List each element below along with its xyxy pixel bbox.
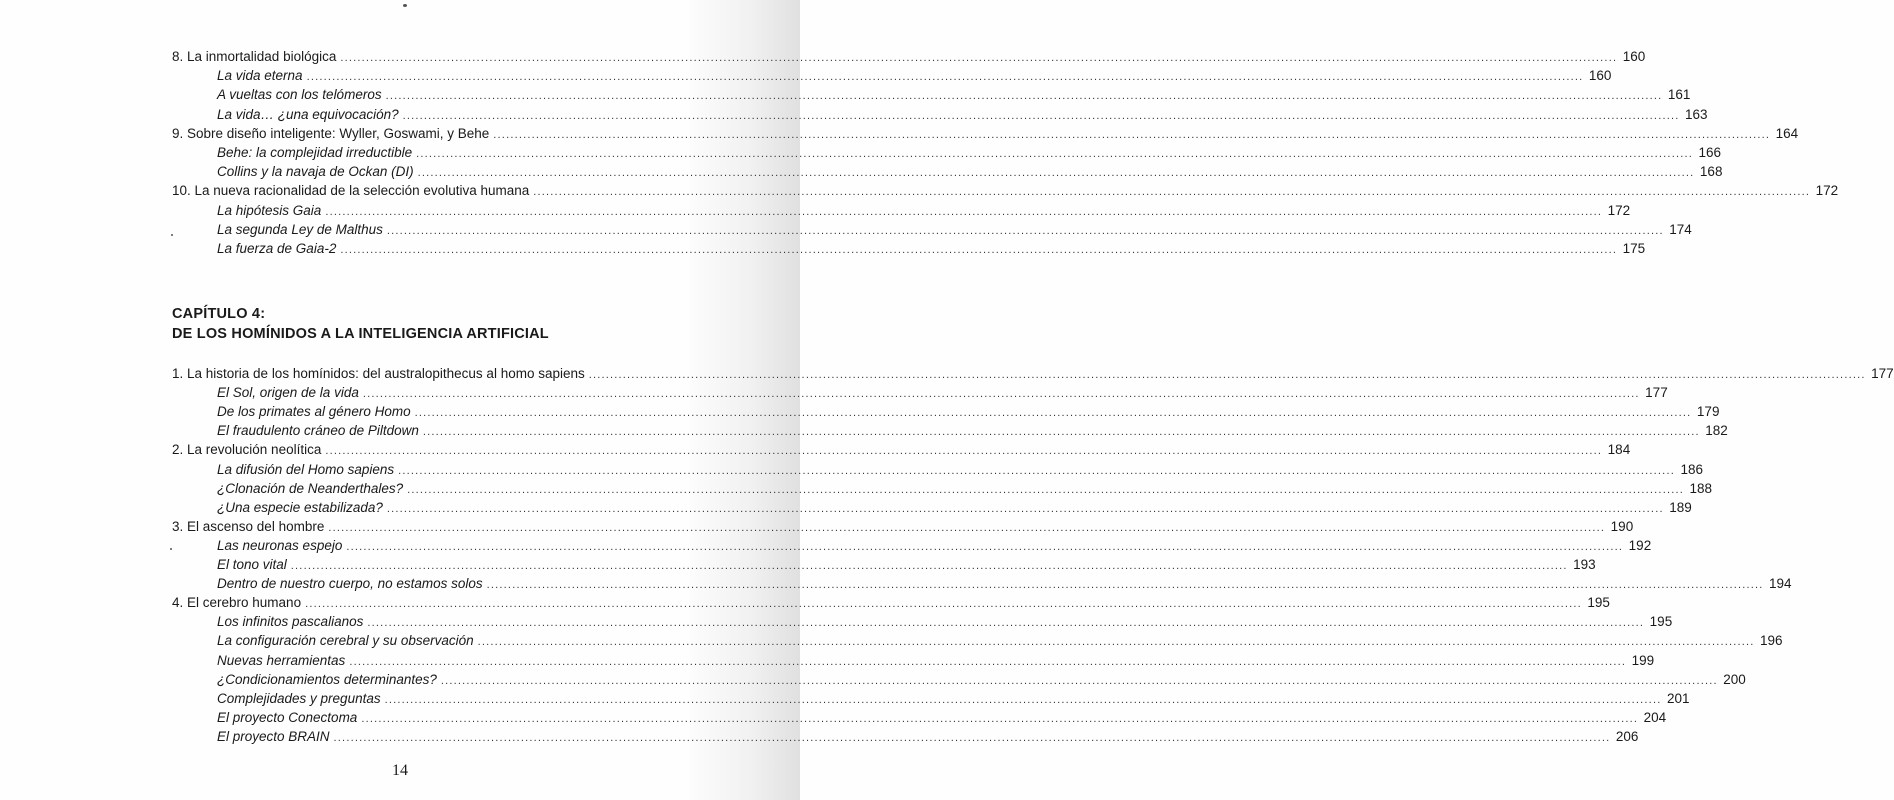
dot-leader: ............................................................................................................................................................................................................................................................................................................: [398, 464, 1675, 477]
toc-entry-title: La vida eterna: [217, 68, 303, 84]
toc-subsection-entry: [217, 68, 1612, 88]
toc-subsection-entry: [217, 202, 1631, 223]
dot-leader: ............................................................................................................................................................................................................................................................................................................: [361, 712, 1639, 725]
dot-leader: ............................................................................................................................................................................................................................................................................................................: [325, 205, 1603, 218]
toc-page-number: 160: [1588, 68, 1612, 84]
dot-leader: ............................................................................................................................................................................................................................................................................................................: [477, 636, 1755, 649]
ink-speck: [171, 234, 173, 236]
toc-entry-title: La hipótesis Gaia: [217, 202, 322, 218]
dot-leader: ............................................................................................................................................................................................................................................................................................................: [588, 369, 1866, 381]
toc-section-entry: [172, 125, 1799, 146]
toc-entry-title: El tono vital: [217, 557, 287, 572]
dot-leader: ............................................................................................................................................................................................................................................................................................................: [349, 655, 1627, 668]
toc-entry-title: ¿Una especie estabilizada?: [217, 499, 383, 515]
toc-entry-title: ¿Clonación de Neanderthales?: [217, 480, 404, 496]
toc-section-entry: [172, 595, 1610, 615]
toc-page-number: 168: [1699, 164, 1723, 180]
toc-subsection-entry: [217, 633, 1783, 653]
chapter-title: DE LOS HOMÍNIDOS A LA INTELIGENCIA ARTIFICIAL: [172, 326, 549, 342]
toc-page-number: 184: [1607, 442, 1631, 458]
toc-subsection-entry: [217, 690, 1690, 711]
toc-section-entry: [172, 518, 1634, 539]
toc-entry-title: La configuración cerebral y su observación: [217, 633, 474, 649]
dot-leader: ............................................................................................................................................................................................................................................................................................................: [367, 617, 1645, 630]
toc-subsection-entry: [217, 614, 1673, 634]
toc-subsection-entry: [217, 671, 1746, 692]
dot-leader: ............................................................................................................................................................................................................................................................................................................: [305, 598, 1582, 611]
toc-subsection-entry: [217, 404, 1720, 424]
toc-subsection-entry: [217, 576, 1792, 596]
toc-page-number: 194: [1768, 576, 1792, 592]
toc-entry-title: 1. La historia de los homínidos: del australopithecus al homo sapiens: [172, 366, 585, 381]
toc-entry-title: 2. La revolución neolítica: [172, 442, 322, 458]
toc-page-number: 196: [1759, 633, 1783, 649]
toc-entry-title: El Sol, origen de la vida: [217, 385, 359, 401]
dot-leader: ............................................................................................................................................................................................................................................................................................................: [486, 579, 1764, 592]
dot-leader: ............................................................................................................................................................................................................................................................................................................: [493, 128, 1771, 141]
toc-section-entry: [172, 366, 1894, 386]
toc-entry-title: 4. El cerebro humano: [172, 595, 302, 611]
toc-page-number: 172: [1815, 183, 1839, 199]
toc-subsection-entry: [217, 652, 1655, 673]
toc-entry-title: ¿Condicionamientos determinantes?: [217, 671, 437, 687]
dot-leader: ............................................................................................................................................................................................................................................................................................................: [533, 186, 1811, 199]
toc-page-number: 177: [1871, 366, 1894, 381]
dot-leader: ............................................................................................................................................................................................................................................................................................................: [440, 674, 1718, 687]
toc-subsection-entry: [217, 537, 1652, 558]
toc-page-number: 204: [1643, 709, 1667, 725]
toc-page-number: 163: [1684, 106, 1708, 122]
toc-subsection-entry: [217, 145, 1721, 165]
dot-leader: ............................................................................................................................................................................................................................................................................................................: [407, 483, 1684, 496]
toc-subsection-entry: [217, 87, 1691, 107]
toc-entry-title: Las neuronas espejo: [217, 537, 343, 553]
dot-leader: ............................................................................................................................................................................................................................................................................................................: [290, 560, 1568, 572]
toc-page-number: 174: [1669, 221, 1692, 237]
ink-speck: [170, 548, 172, 550]
dot-leader: ............................................................................................................................................................................................................................................................................................................: [402, 109, 1680, 122]
toc-page-number: 182: [1705, 423, 1728, 439]
toc-entry-title: La segunda Ley de Malthus: [217, 221, 383, 237]
toc-entry-title: 9. Sobre diseño inteligente: Wyller, Goswami, y Behe: [172, 125, 490, 141]
toc-section-entry: [172, 183, 1839, 203]
toc-entry-title: 3. El ascenso del hombre: [172, 518, 325, 534]
toc-entry-title: Nuevas herramientas: [217, 652, 346, 668]
chapter-number: CAPÍTULO 4:: [172, 306, 266, 322]
dot-leader: ............................................................................................................................................................................................................................................................................................................: [414, 407, 1692, 420]
toc-page-number: 192: [1628, 537, 1652, 553]
toc-subsection-entry: [217, 423, 1728, 443]
toc-page-number: 201: [1666, 690, 1690, 706]
toc-page-number: 164: [1775, 125, 1799, 141]
toc-entry-title: El proyecto BRAIN: [217, 728, 330, 744]
toc-entry-title: Collins y la navaja de Ockan (DI): [217, 164, 414, 180]
dot-leader: ............................................................................................................................................................................................................................................................................................................: [386, 224, 1664, 237]
toc-page-number: 199: [1631, 652, 1655, 668]
dot-leader: ............................................................................................................................................................................................................................................................................................................: [306, 71, 1584, 84]
ink-speck: [403, 4, 407, 7]
toc-entry-title: De los primates al género Homo: [217, 404, 411, 420]
dot-leader: ............................................................................................................................................................................................................................................................................................................: [325, 445, 1603, 458]
toc-page-number: 179: [1696, 404, 1720, 420]
dot-leader: ............................................................................................................................................................................................................................................................................................................: [422, 426, 1700, 439]
dot-leader: ............................................................................................................................................................................................................................................................................................................: [346, 540, 1624, 553]
toc-subsection-entry: [217, 164, 1723, 184]
toc-entry-title: 10. La nueva racionalidad de la selección evolutiva humana: [172, 183, 530, 199]
chapter-heading: [172, 304, 549, 344]
toc-page-number: 195: [1649, 614, 1673, 630]
dot-leader: ............................................................................................................................................................................................................................................................................................................: [416, 148, 1693, 160]
toc-subsection-entry: [217, 557, 1596, 577]
dot-leader: ............................................................................................................................................................................................................................................................................................................: [340, 52, 1618, 64]
toc-subsection-entry: [217, 728, 1639, 749]
toc-page-number: 166: [1698, 145, 1721, 160]
toc-page-number: 206: [1615, 728, 1639, 744]
dot-leader: ............................................................................................................................................................................................................................................................................................................: [386, 502, 1664, 515]
toc-entry-title: El proyecto Conectoma: [217, 709, 358, 725]
dot-leader: ............................................................................................................................................................................................................................................................................................................: [328, 521, 1606, 534]
toc-page-number: 175: [1622, 241, 1646, 256]
dot-leader: ............................................................................................................................................................................................................................................................................................................: [362, 388, 1640, 401]
toc-entry-title: La vida… ¿una equivocación?: [217, 106, 399, 122]
toc-page-number: 193: [1573, 557, 1596, 572]
toc-subsection-entry: [217, 480, 1712, 501]
toc-section-entry: [172, 49, 1646, 69]
toc-subsection-entry: [217, 221, 1692, 242]
dot-leader: ............................................................................................................................................................................................................................................................................................................: [333, 731, 1611, 744]
page-number: 14: [392, 762, 408, 779]
toc-page-number: 172: [1607, 202, 1631, 218]
toc-entry-title: La fuerza de Gaia-2: [217, 241, 337, 256]
toc-entry-title: La difusión del Homo sapiens: [217, 461, 395, 477]
toc-entry-title: 8. La inmortalidad biológica: [172, 49, 337, 64]
toc-entry-title: El fraudulento cráneo de Piltdown: [217, 423, 419, 439]
toc-subsection-entry: [217, 241, 1646, 261]
toc-page-number: 188: [1689, 480, 1712, 496]
toc-entry-title: Dentro de nuestro cuerpo, no estamos solos: [217, 576, 483, 592]
toc-subsection-entry: [217, 461, 1703, 482]
toc-page-number: 189: [1669, 499, 1692, 515]
toc-page-number: 177: [1645, 385, 1668, 401]
toc-subsection-entry: [217, 106, 1708, 127]
toc-subsection-entry: [217, 709, 1667, 730]
toc-section-entry: [172, 442, 1631, 462]
dot-leader: ............................................................................................................................................................................................................................................................................................................: [417, 167, 1695, 180]
toc-subsection-entry: [217, 385, 1668, 405]
toc-entry-title: Complejidades y preguntas: [217, 690, 381, 706]
dot-leader: ............................................................................................................................................................................................................................................................................................................: [340, 244, 1618, 256]
toc-page-number: 190: [1610, 518, 1634, 534]
dot-leader: ............................................................................................................................................................................................................................................................................................................: [384, 693, 1662, 706]
toc-page-number: 186: [1680, 461, 1703, 477]
toc-page-number: 200: [1723, 671, 1746, 687]
toc-entry-title: A vueltas con los telómeros: [217, 87, 382, 103]
toc-page-number: 195: [1587, 595, 1610, 611]
toc-entry-title: Behe: la complejidad irreductible: [217, 145, 413, 160]
toc-subsection-entry: [217, 499, 1692, 520]
dot-leader: ............................................................................................................................................................................................................................................................................................................: [385, 90, 1663, 103]
toc-page-number: 160: [1622, 49, 1646, 64]
toc-page-number: 161: [1667, 87, 1691, 103]
toc-entry-title: Los infinitos pascalianos: [217, 614, 364, 630]
